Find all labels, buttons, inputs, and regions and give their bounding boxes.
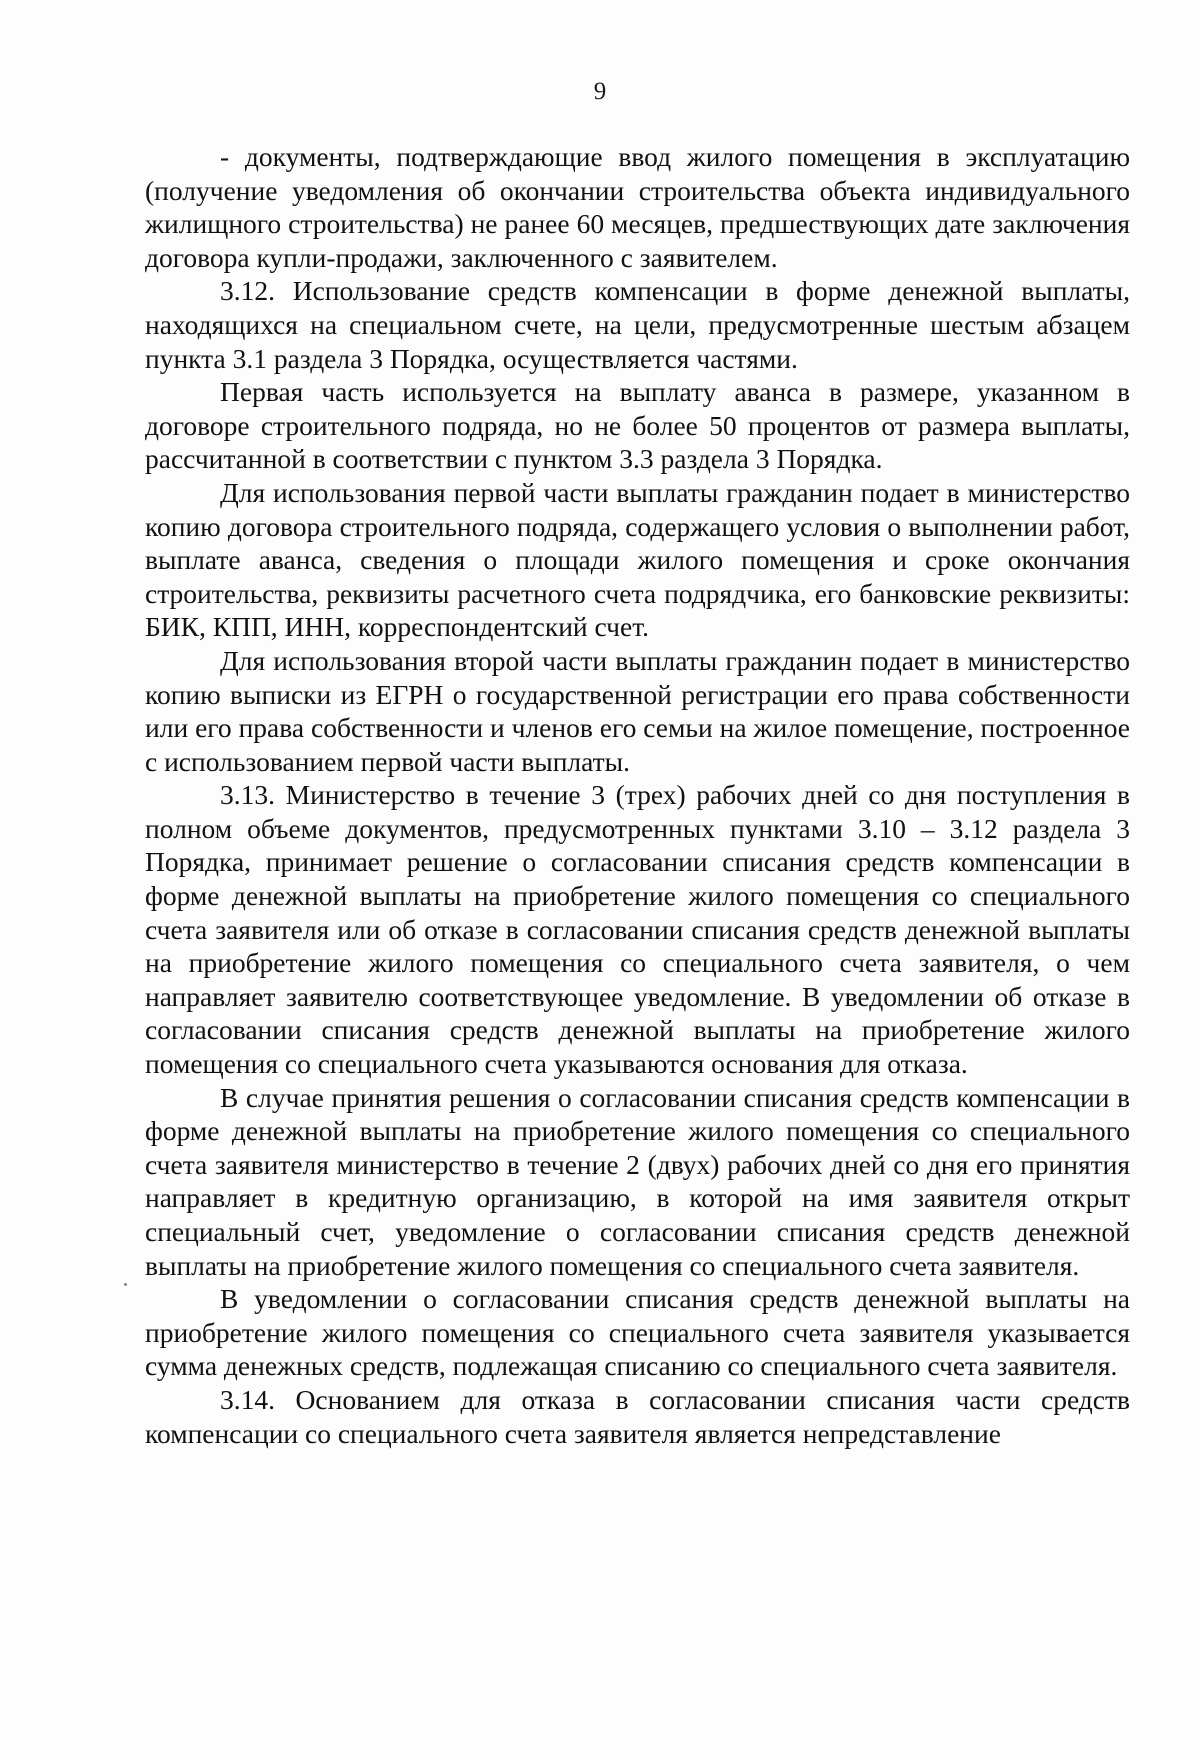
document-body (145, 140, 1130, 1450)
scan-speck (124, 1283, 127, 1286)
paragraph-second-part-usage: Для использования второй части выплаты гражданин подает в министерство копию выписки из ЕГРН о государственной регистрации его права собственности или его права собственности и членов его семьи на жилое помещение, построенное с использованием первой части выплаты. (145, 644, 1130, 777)
paragraph-first-part-usage: Для использования первой части выплаты гражданин подает в министерство копию договора строительного подряда, содержащего условия о выполнении работ, выплате аванса, сведения о площади жилого помещения и сроке окончания строительства, реквизиты расчетного счета подрядчика, его банковские реквизиты: БИК, КПП, ИНН, корреспондентский счет. (145, 476, 1130, 643)
paragraph-3-12: 3.12. Использование средств компенсации в форме денежной выплаты, находящихся на специальном счете, на цели, предусмотренные шестым абзацем пункта 3.1 раздела 3 Порядка, осуществляется частями. (145, 275, 1130, 374)
page-number: 9 (593, 78, 607, 105)
paragraph-3-14: 3.14. Основанием для отказа в согласовании списания части средств компенсации со специального счета заявителя является непредставление (145, 1383, 1130, 1449)
paragraph-approval-notice: В уведомлении о согласовании списания средств денежной выплаты на приобретение жилого помещения со специального счета заявителя указывается сумма денежных средств, подлежащая списанию со специального счета заявителя. (145, 1283, 1130, 1382)
paragraph-first-part: Первая часть используется на выплату аванса в размере, указанном в договоре строительного подряда, но не более 50 процентов от размера выплаты, рассчитанной в соответствии с пунктом 3.3 раздела 3 Порядка. (145, 376, 1130, 475)
paragraph-3-13: 3.13. Министерство в течение 3 (трех) рабочих дней со дня поступления в полном объеме документов, предусмотренных пунктами 3.10 – 3.12 раздела 3 Порядка, принимает решение о согласовании списания средств компенсации в форме денежной выплаты на приобретение жилого помещения со специального счета заявителя или об отказе в согласовании списания средств денежной выплаты на приобретение жилого помещения со специального счета заявителя, о чем направляет заявителю соответствующее уведомление. В уведомлении об отказе в согласовании списания средств денежной выплаты на приобретение жилого помещения со специального счета указываются основания для отказа. (145, 779, 1130, 1080)
paragraph-approval-case: В случае принятия решения о согласовании списания средств компенсации в форме денежной выплаты на приобретение жилого помещения со специального счета заявителя министерство в течение 2 (двух) рабочих дней со дня его принятия направляет в кредитную организацию, в которой на имя заявителя открыт специальный счет, уведомление о согласовании списания средств денежной выплаты на приобретение жилого помещения со специального счета заявителя. (145, 1081, 1130, 1281)
paragraph-documents-list-item: - документы, подтверждающие ввод жилого помещения в эксплуатацию (получение уведомления об окончании строительства объекта индивидуального жилищного строительства) не ранее 60 месяцев, предшествующих дате заключения договора купли-продажи, заключенного с заявителем. (145, 141, 1130, 273)
